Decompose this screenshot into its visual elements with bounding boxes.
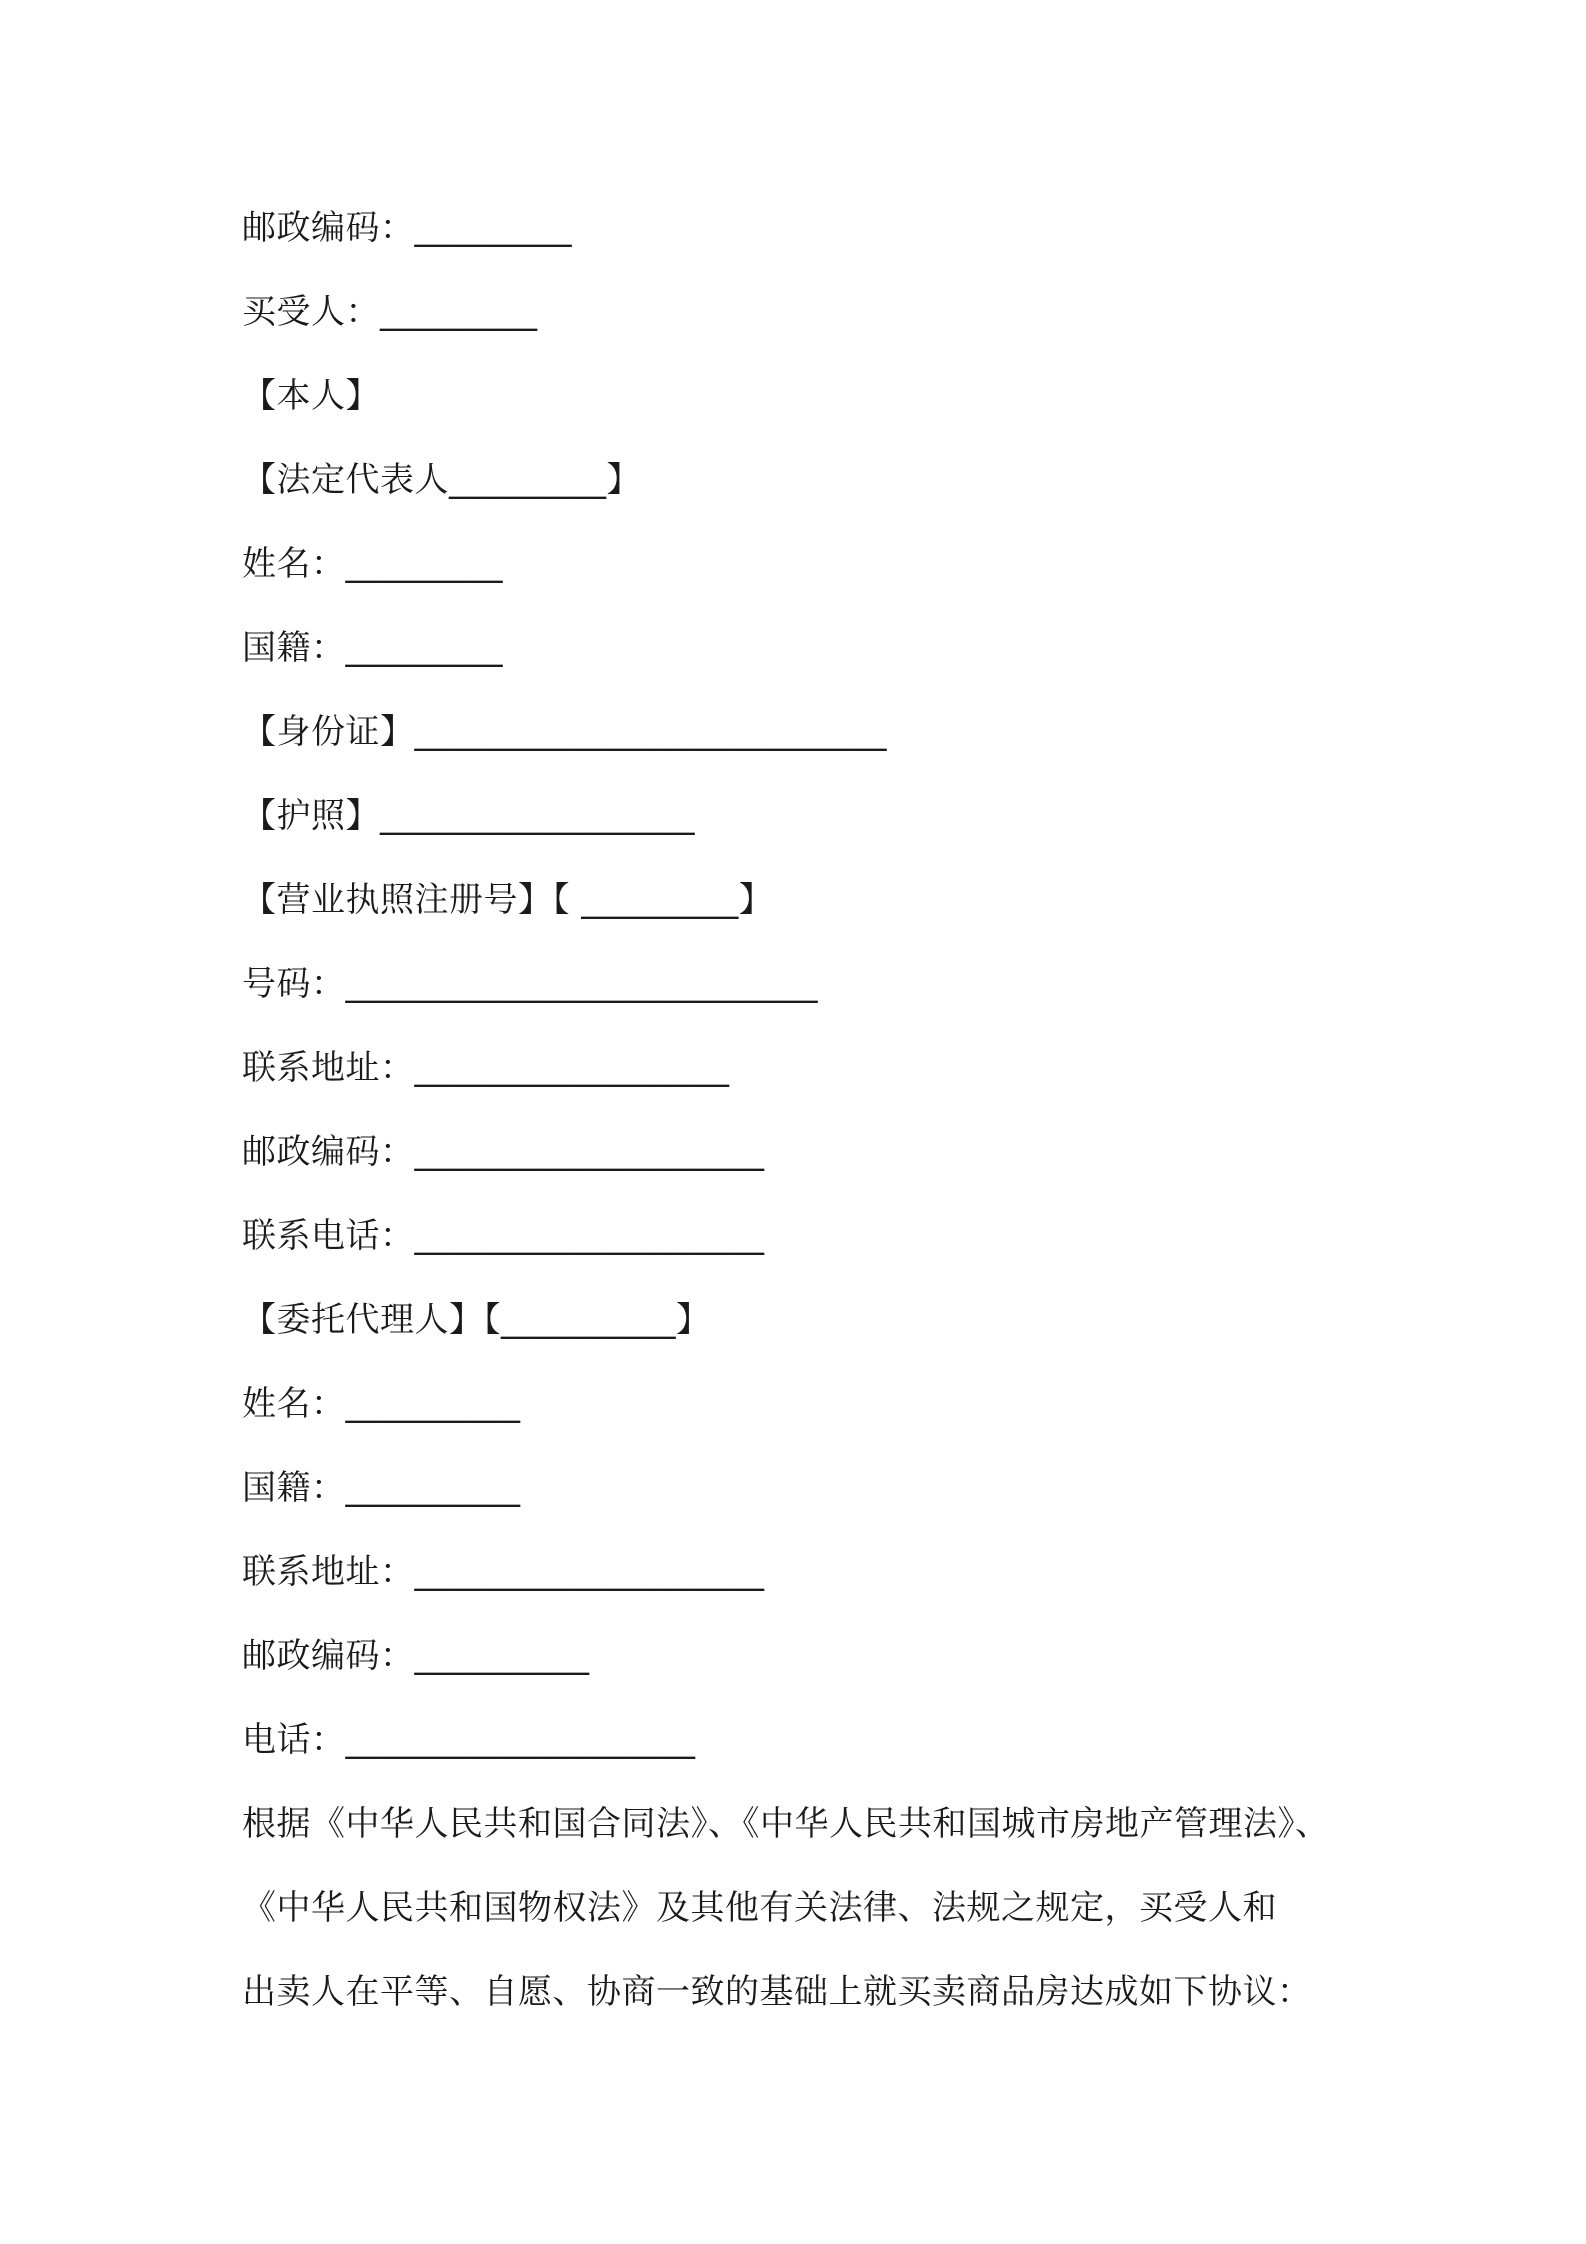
self-option-line: 【本人】 [242, 376, 380, 416]
buyer-line: 买受人：_________ [242, 292, 538, 332]
agent-nationality-line: 国籍：__________ [242, 1468, 521, 1508]
passport-line: 【护照】__________________ [242, 796, 695, 836]
legal-representative-line: 【法定代表人_________】 [242, 460, 641, 500]
id-card-line: 【身份证】___________________________ [242, 712, 887, 752]
agreement-paragraph [242, 1792, 1372, 2044]
paragraph-line-2: 《中华人民共和国物权法》及其他有关法律、法规之规定，买受人和 [242, 1888, 1277, 1928]
contact-address-line: 联系地址：__________________ [242, 1048, 730, 1088]
number-line: 号码：___________________________ [242, 964, 818, 1004]
agent-address-line: 联系地址：____________________ [242, 1552, 765, 1592]
agent-phone-line: 电话：____________________ [242, 1720, 696, 1760]
paragraph-line-1: 根据《中华人民共和国合同法》、《中华人民共和国城市房地产管理法》、 [242, 1804, 1330, 1844]
contact-phone-line: 联系电话：____________________ [242, 1216, 765, 1256]
paragraph-line-3: 出卖人在平等、自愿、协商一致的基础上就买卖商品房达成如下协议： [242, 1972, 1312, 2012]
agent-name-line: 姓名：__________ [242, 1384, 521, 1424]
agent-postal-code-line: 邮政编码：__________ [242, 1636, 590, 1676]
nationality-line: 国籍：_________ [242, 628, 503, 668]
document-content [242, 196, 1372, 2044]
name-line: 姓名：_________ [242, 544, 503, 584]
postal-code-line-2: 邮政编码：____________________ [242, 1132, 765, 1172]
agent-line: 【委托代理人】【__________】 [242, 1300, 711, 1340]
business-license-line: 【营业执照注册号】【 _________】 [242, 880, 774, 920]
postal-code-line: 邮政编码：_________ [242, 208, 572, 248]
